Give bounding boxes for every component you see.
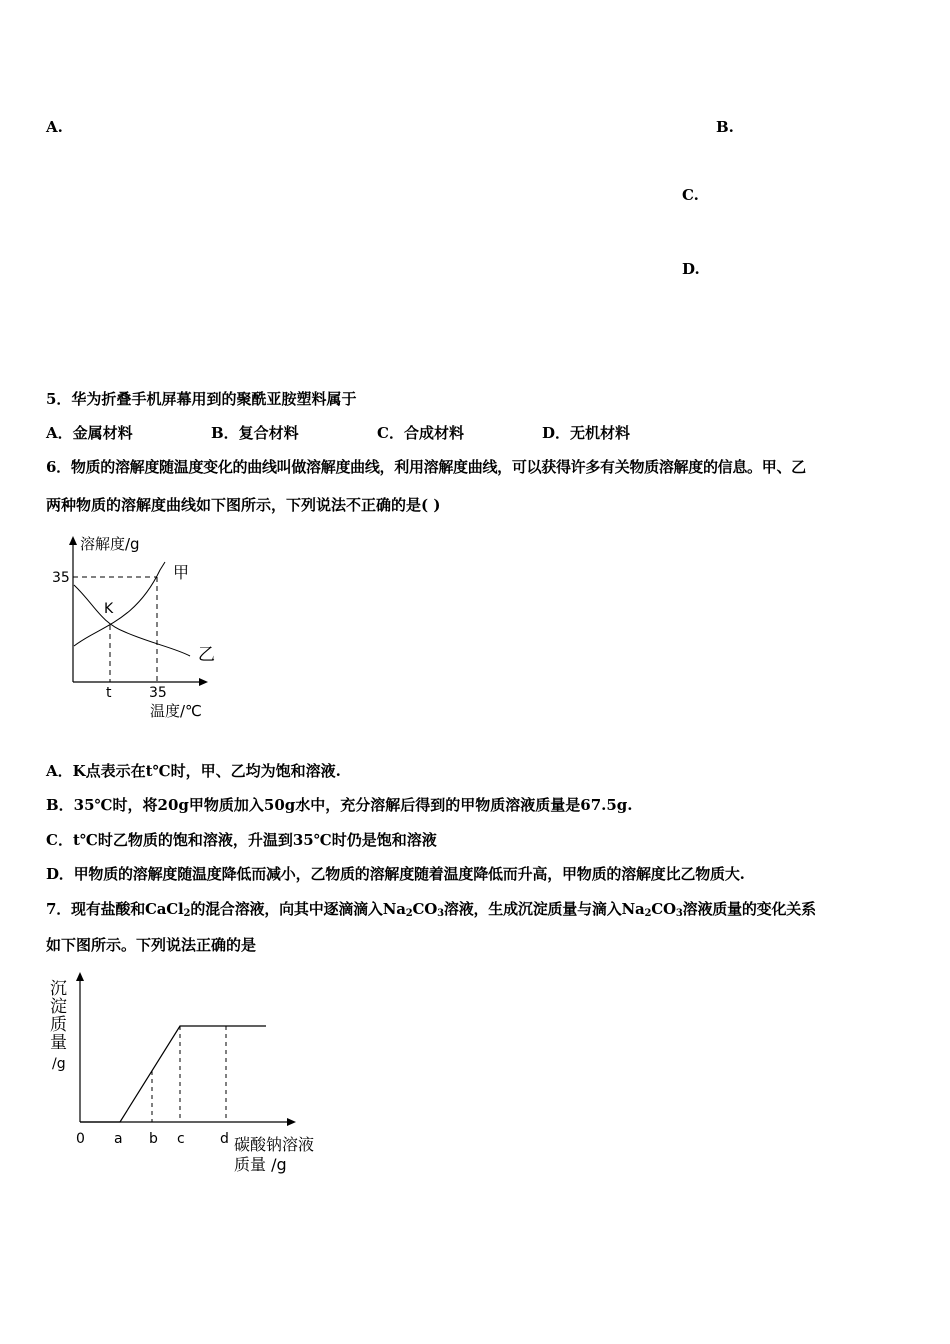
q6-stem-line2: 两种物质的溶解度曲线如下图所示，下列说法不正确的是( ) [46, 496, 441, 514]
precip-y-label-1: 沉 [50, 979, 67, 999]
solubility-y-arrow [69, 536, 77, 545]
solubility-x-label: 温度/℃ [150, 702, 202, 720]
precip-y-label-4: 量 [50, 1033, 67, 1053]
precip-y-arrow [76, 972, 84, 981]
solubility-x-arrow [199, 678, 208, 686]
solubility-label-yi: 乙 [198, 645, 215, 665]
solubility-curve-yi [74, 585, 190, 656]
precip-x-tick-d: d [220, 1131, 229, 1147]
precip-x-tick-b: b [149, 1131, 158, 1147]
q5-stem: 5．华为折叠手机屏幕用到的聚酰亚胺塑料属于 [46, 390, 357, 408]
solubility-y-tick-35: 35 [52, 570, 70, 586]
q4-option-c[interactable]: C. [682, 186, 699, 204]
solubility-x-tick-t: t [106, 685, 112, 701]
precip-y-label-3: 质 [50, 1015, 67, 1035]
q6-option-c[interactable]: C．t℃时乙物质的饱和溶液，升温到35℃时仍是饱和溶液 [46, 831, 437, 849]
precip-x-tick-c: c [177, 1131, 185, 1147]
q4-option-b[interactable]: B. [716, 118, 734, 136]
q6-stem-line1: 6．物质的溶解度随温度变化的曲线叫做溶解度曲线，利用溶解度曲线，可以获得许多有关物质溶解度的信息。甲、乙 [46, 458, 806, 476]
q4-option-a[interactable]: A. [46, 118, 63, 136]
q5-option-d[interactable]: D．无机材料 [542, 424, 631, 442]
precip-x-tick-a: a [114, 1131, 123, 1147]
solubility-chart [40, 530, 230, 725]
q5-option-a[interactable]: A．金属材料 [46, 424, 133, 442]
precip-x-tick-0: 0 [76, 1131, 85, 1147]
solubility-curve-jia [74, 562, 165, 646]
q7-stem-line2: 如下图所示。下列说法正确的是 [46, 936, 257, 954]
precip-x-arrow [287, 1118, 296, 1126]
precip-y-label-5: /g [52, 1056, 66, 1072]
q6-option-a[interactable]: A．K点表示在t℃时，甲、乙均为饱和溶液. [46, 762, 341, 780]
q5-option-c[interactable]: C．合成材料 [377, 424, 464, 442]
precip-series-line [80, 1026, 266, 1122]
precip-y-label-2: 淀 [50, 997, 67, 1017]
solubility-y-label: 溶解度/g [80, 535, 140, 553]
q4-option-d[interactable]: D. [682, 260, 700, 278]
solubility-label-k: K [104, 601, 114, 617]
precip-x-label-1: 碳酸钠溶液 [234, 1135, 315, 1154]
q5-option-b[interactable]: B．复合材料 [211, 424, 299, 442]
solubility-x-tick-35: 35 [149, 685, 167, 701]
q6-option-b[interactable]: B．35℃时，将20g甲物质加入50g水中，充分溶解后得到的甲物质溶液质量是67.5g. [46, 796, 633, 814]
precipitate-chart [44, 966, 334, 1178]
precip-x-label-2: 质量 /g [234, 1155, 287, 1174]
q7-stem-line1: 7．现有盐酸和CaCl$_2$的混合溶液，向其中逐滴滴入$Na_2CO_3$溶液，生成沉淀质量与滴入$Na_2CO_3$溶液质量的变化关系 [46, 900, 816, 919]
solubility-label-jia: 甲 [173, 563, 190, 582]
q6-option-d[interactable]: D．甲物质的溶解度随温度降低而减小，乙物质的溶解度随着温度降低而升高，甲物质的溶解度比乙物质大. [46, 865, 745, 883]
